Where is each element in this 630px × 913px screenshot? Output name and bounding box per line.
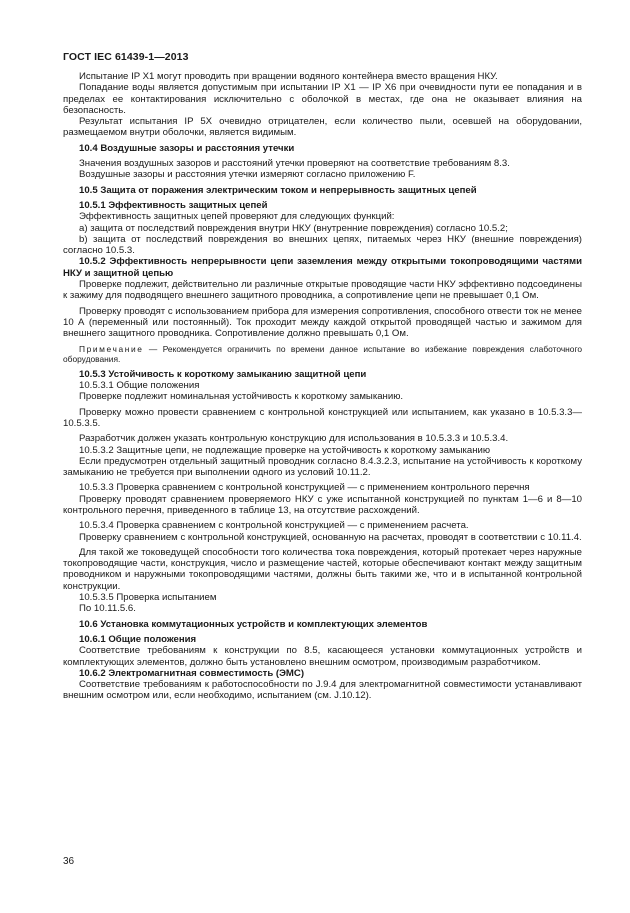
body-paragraph: Если предусмотрен отдельный защитный проводник согласно 8.4.3.2.3, испытание на устойчивость к короткому замыканию не требуется при выполнении одного из условий 10.11.2. bbox=[63, 455, 582, 479]
body-paragraph: Проверку можно провести сравнением с контрольной конструкцией или испытанием, как указано в 10.5.3.3—10.5.3.5. bbox=[63, 406, 582, 429]
body-paragraph: 10.5.3.4 Проверка сравнением с контрольной конструкцией — с применением расчета. bbox=[79, 520, 469, 532]
body-paragraph: Результат испытания IP 5X очевидно отрицателен, если количество пыли, осевшей на оборудовании, размещаемом внутри оболочки, является видимым. bbox=[63, 116, 582, 139]
body-paragraph: По 10.11.5.6. bbox=[79, 603, 136, 615]
body-paragraph: Проверке подлежит номинальная устойчивость к короткому замыканию. bbox=[79, 391, 404, 403]
note-label: Примечание bbox=[79, 343, 144, 354]
body-paragraph: Проверку проводят сравнением проверяемого НКУ с уже испытанной конструкцией по пунктам 1—6 и 8—10 контрольного перечня, приведенного в таблице 13, на отсутствие расхождений. bbox=[63, 493, 582, 516]
body-paragraph: 10.5.3.5 Проверка испытанием bbox=[79, 592, 217, 604]
section-heading: 10.4 Воздушные зазоры и расстояния утечки bbox=[79, 142, 295, 154]
body-paragraph: Проверку проводят с использованием прибора для измерения сопротивления, способного отвести ток не менее 10 А (переменный или постоянный). Ток проходит между каждой открытой проводящей частью и зажимом для внешнего защитного проводника. Сопротивление должно превышать 0,1 Ом. bbox=[63, 305, 582, 340]
body-paragraph: а) защита от последствий повреждения внутри НКУ (внутренние повреждения) согласно 10.5.2; bbox=[79, 222, 508, 234]
body-paragraph: Испытание IP X1 могут проводить при вращении водяного контейнера вместо вращения НКУ. bbox=[79, 71, 498, 82]
body-paragraph: 10.5.3.2 Защитные цепи, не подлежащие проверке на устойчивость к короткому замыканию bbox=[79, 444, 491, 456]
body-paragraph: Проверку сравнением с контрольной конструкцией, основанную на расчетах, проводят в соответствии с 10.11.4. bbox=[79, 531, 582, 543]
body-paragraph: Для такой же токоведущей способности того количества тока повреждения, который протекает через наружные токопроводящие части, конструкция, число и размещение частей, которые обеспечивают контакт между защитным проводником и наружными токопроводящими частями, должны быть такими же, что и в испытанной контрольной конструкции. bbox=[63, 546, 582, 592]
page-number: 36 bbox=[63, 856, 75, 867]
section-heading: 10.5.3 Устойчивость к короткому замыканию защитной цепи bbox=[79, 368, 367, 380]
section-heading: 10.5 Защита от поражения электрическим током и непрерывность защитных цепей bbox=[79, 184, 477, 196]
body-paragraph: Воздушные зазоры и расстояния утечки измеряют согласно приложению F. bbox=[79, 169, 416, 181]
section-heading: 10.5.1 Эффективность защитных цепей bbox=[79, 199, 268, 211]
document-header bbox=[63, 51, 189, 63]
body-paragraph: 10.5.3.3 Проверка сравнением с контрольной конструкцией — с применением контрольного перечня bbox=[79, 482, 530, 494]
body-paragraph: Попадание воды является допустимым при испытании IP X1 — IP X6 при очевидности пути ее попадания и в пределах ее контактирования исключительно с оболочкой в местах, где она не оказывает влияния на безопасность. bbox=[63, 82, 582, 116]
note-paragraph bbox=[63, 344, 582, 365]
standard-id: ГОСТ IEC 61439-1—2013 bbox=[63, 51, 189, 63]
page-footer bbox=[63, 856, 74, 867]
section-heading: 10.6.1 Общие положения bbox=[79, 633, 197, 645]
body-paragraph: b) защита от последствий повреждения во внешних цепях, питаемых через НКУ (внешние повреждения) согласно 10.5.3. bbox=[63, 233, 582, 257]
document-body bbox=[63, 71, 582, 702]
body-paragraph: Эффективность защитных цепей проверяют для следующих функций: bbox=[79, 211, 395, 223]
note-text: — Рекомендуется ограничить по времени данное испытание во избежание повреждения слаботочного оборудования. bbox=[63, 343, 582, 365]
body-paragraph: 10.5.3.1 Общие положения bbox=[79, 380, 200, 392]
section-heading: 10.6.2 Электромагнитная совместимость (ЭМС) bbox=[79, 667, 305, 679]
body-paragraph: Соответствие требованиям к конструкции по 8.5, касающееся установки коммутационных устройств и комплектующих элементов, должно быть установлено внешним осмотром, производимым разработчиком. bbox=[63, 645, 582, 668]
section-heading: 10.5.2 Эффективность непрерывности цепи заземления между открытыми токопроводящими частями НКУ и защитной цепью bbox=[63, 256, 582, 279]
body-paragraph: Разработчик должен указать контрольную конструкцию для использования в 10.5.3.3 и 10.5.3.4. bbox=[79, 433, 509, 445]
body-paragraph: Соответствие требованиям к работоспособности по J.9.4 для электромагнитной совместимости устанавливают внешним осмотром или, если необходимо, испытанием (см. J.10.12). bbox=[63, 679, 582, 702]
section-heading: 10.6 Установка коммутационных устройств и комплектующих элементов bbox=[79, 618, 428, 630]
body-paragraph: Проверке подлежит, действительно ли различные открытые проводящие части НКУ эффективно подсоединены к зажиму для подводящего внешнего защитного проводника, а сопротивление цепи не превышает 0,1 Ом. bbox=[63, 279, 582, 302]
body-paragraph: Значения воздушных зазоров и расстояний утечки проверяют на соответствие требованиям 8.3. bbox=[79, 158, 510, 170]
